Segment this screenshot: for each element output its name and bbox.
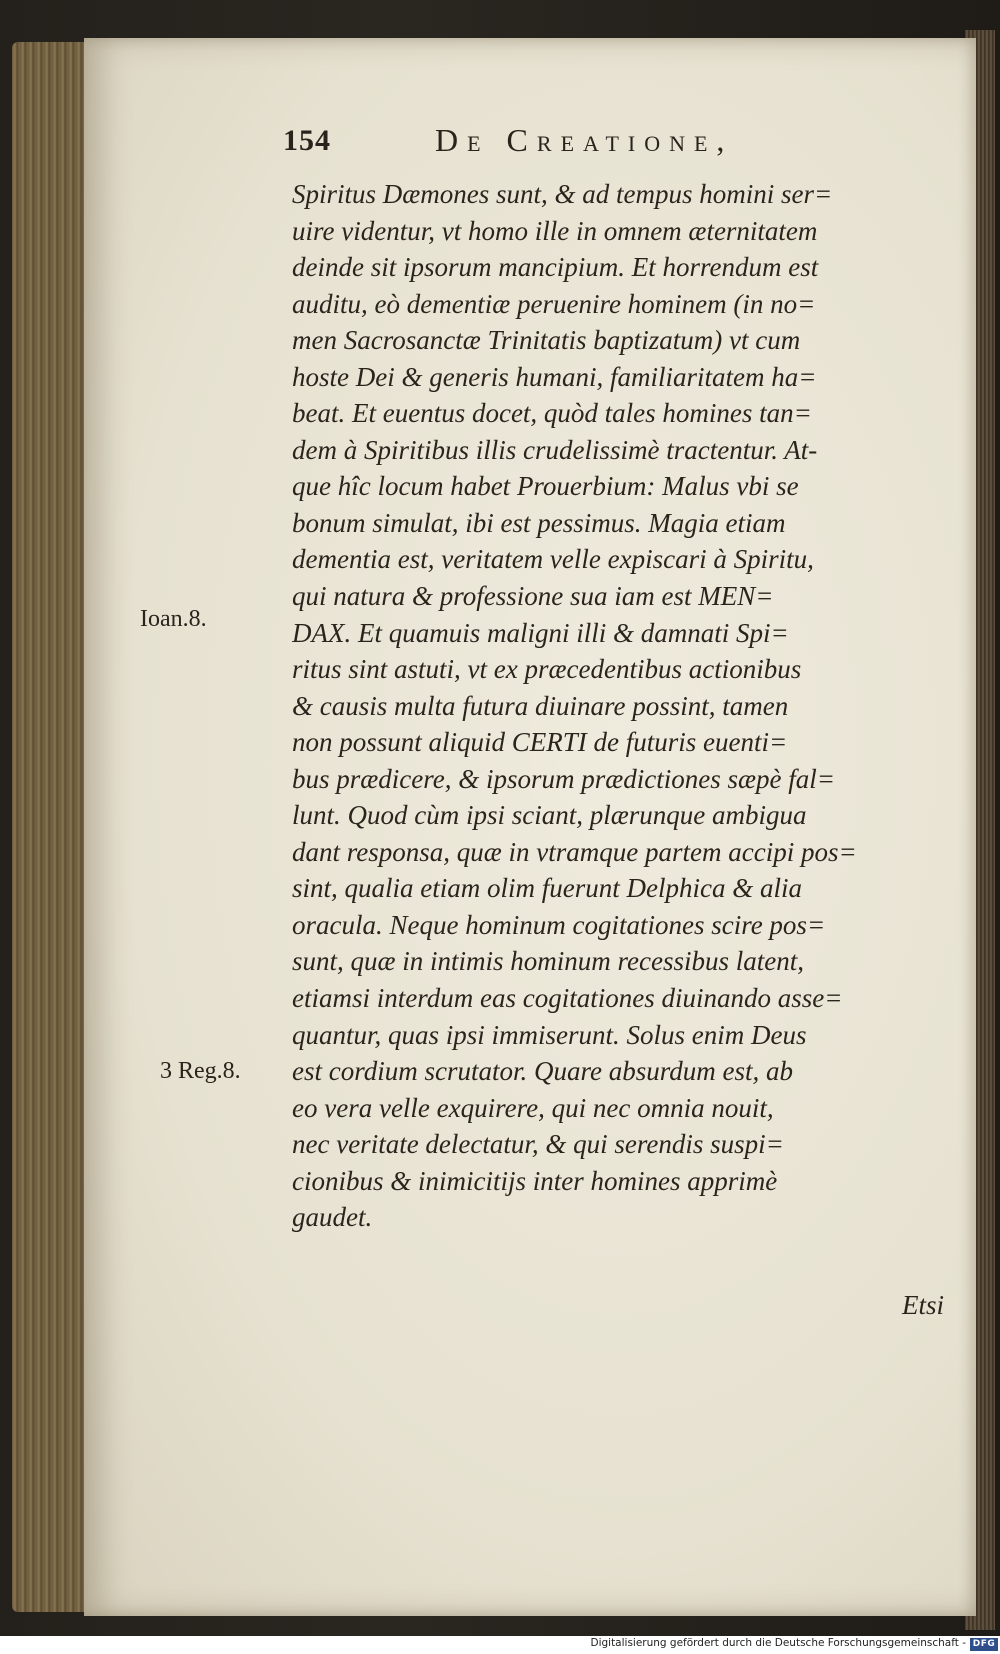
text-line: hoste Dei & generis humani, familiaritatem ha=: [292, 361, 817, 392]
funding-credit: Digitalisierung gefördert durch die Deutsche Forschungsgemeinschaft -: [590, 1637, 966, 1649]
margin-note-ioan: Ioan.8.: [140, 606, 207, 632]
text-line: auditu, eò dementiæ peruenire hominem (in no=: [292, 288, 816, 319]
text-line: Spiritus Dæmones sunt, & ad tempus homini ser=: [292, 179, 833, 209]
text-line: dant responsa, quæ in vtramque partem accipi pos=: [292, 836, 857, 867]
catchword: Etsi: [902, 1290, 945, 1320]
text-line: qui natura & professione sua iam est MEN=: [292, 581, 774, 612]
text-line: gaudet.: [292, 1202, 373, 1233]
text-line: beat. Et euentus docet, quòd tales homines tan=: [292, 398, 812, 429]
text-line: uire videntur, vt homo ille in omnem æternitatem: [292, 215, 818, 246]
text-line: lunt. Quod cùm ipsi sciant, plærunque ambigua: [292, 800, 807, 831]
text-line: nec veritate delectatur, & qui serendis suspi=: [292, 1129, 784, 1160]
text-line: est cordium scrutator. Quare absurdum est, ab: [292, 1056, 793, 1087]
margin-note-reg: 3 Reg.8.: [160, 1058, 241, 1084]
text-line: bus prædicere, & ipsorum prædictiones sæpè fal=: [292, 763, 835, 794]
text-line: oracula. Neque hominum cogitationes scire pos=: [292, 909, 826, 940]
text-line: & causis multa futura diuinare possint, tamen: [292, 690, 789, 721]
page-number: 154: [283, 124, 331, 157]
text-line: dem à Spiritibus illis crudelissimè tractentur. At-: [292, 434, 818, 465]
text-line: deinde sit ipsorum mancipium. Et horrendum est: [292, 252, 819, 283]
text-line: sunt, quæ in intimis hominum recessibus latent,: [292, 946, 804, 977]
text-line: ritus sint astuti, vt ex præcedentibus actionibus: [292, 654, 802, 685]
text-line: eo vera velle exquirere, qui nec omnia nouit,: [292, 1092, 774, 1123]
text-line: etiamsi interdum eas cogitationes diuinando asse=: [292, 983, 843, 1014]
text-line: DAX. Et quamuis maligni illi & damnati Spi=: [292, 617, 789, 648]
text-line: cionibus & inimicitijs inter homines apprimè: [292, 1165, 778, 1196]
footer-bar: [0, 1636, 1000, 1654]
dfg-logo: DFG: [970, 1638, 998, 1651]
text-line: men Sacrosanctæ Trinitatis baptizatum) vt cum: [292, 325, 801, 356]
body-text: [292, 176, 954, 1236]
text-line: sint, qualia etiam olim fuerunt Delphica & alia: [292, 873, 802, 904]
running-title: De Creatione,: [435, 122, 734, 158]
text-line: que hîc locum habet Prouerbium: Malus vbi se: [292, 471, 799, 502]
page-header: [283, 120, 963, 168]
text-line: non possunt aliquid CERTI de futuris euenti=: [292, 727, 788, 758]
text-line: dementia est, veritatem velle expiscari à Spiritu,: [292, 544, 814, 575]
text-line: quantur, quas ipsi immiserunt. Solus enim Deus: [292, 1019, 807, 1050]
text-line: bonum simulat, ibi est pessimus. Magia etiam: [292, 507, 786, 538]
